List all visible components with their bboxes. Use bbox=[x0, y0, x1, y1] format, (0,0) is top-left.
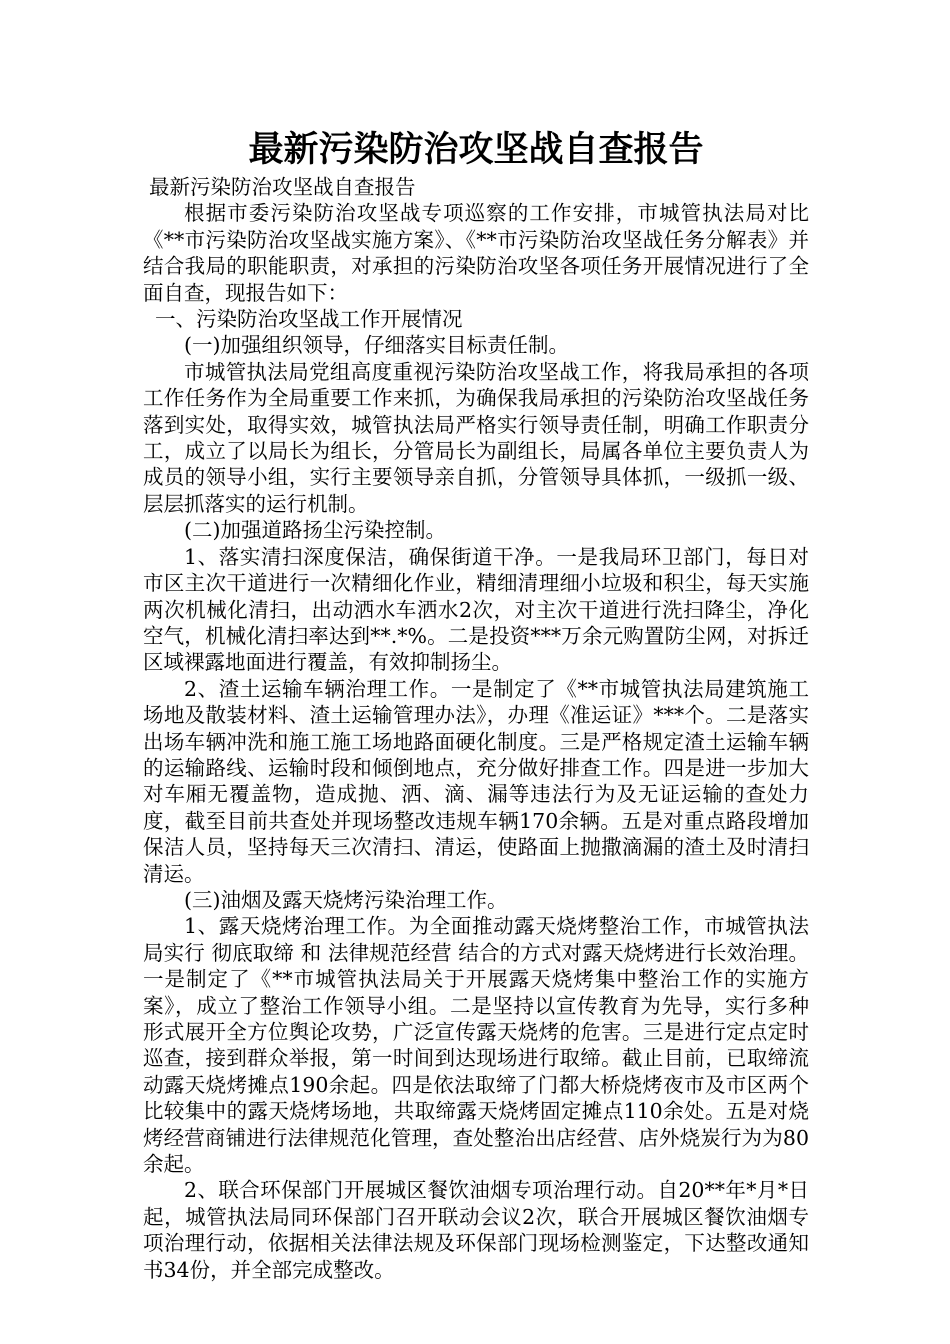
document-title: 最新污染防治攻坚战自查报告 bbox=[248, 130, 704, 170]
section-heading: 一、污染防治攻坚战工作开展情况 bbox=[155, 307, 463, 332]
body-paragraph: 1、露天烧烤治理工作。为全面推动露天烧烤整治工作，市城管执法局实行 彻底取缔 和 法律规范经营 结合的方式对露天烧烤进行长效治理。一是制定了《**市城管执法局关于开展露天烧烤集中整治工作的实施方案》，成立了整治工作领导小组。二是坚持以宣传教育为先导，实行多种形式展开全方位舆论攻势，广泛宣传露天烧烤的危害。三是进行定点定时巡查，接到群众举报，第一时间到达现场进行取缔。截止目前，已取缔流动露天烧烤摊点190余起。四是依法取缔了门都大桥烧烤夜市及市区两个比较集中的露天烧烤场地，共取缔露天烧烤固定摊点110余处。五是对烧烤经营商铺进行法律规范化管理，查处整治出店经营、店外烧炭行为为80余起。 bbox=[143, 914, 809, 1177]
body-paragraph: 1、落实清扫深度保洁，确保街道干净。一是我局环卫部门，每日对市区主次干道进行一次精细化作业，精细清理细小垃圾和积尘，每天实施两次机械化清扫，出动洒水车洒水2次，对主次干道进行洗扫降尘，净化空气，机械化清扫率达到**.*%。二是投资***万余元购置防尘网，对拆迁区域裸露地面进行覆盖，有效抑制扬尘。 bbox=[143, 544, 809, 675]
document-page bbox=[143, 128, 809, 1283]
body-paragraph: 2、渣土运输车辆治理工作。一是制定了《**市城管执法局建筑施工场地及散装材料、渣土运输管理办法》，办理《准运证》***个。二是落实出场车辆冲洗和施工施工场地路面硬化制度。三是严格规定渣土运输车辆的运输路线、运输时段和倾倒地点，充分做好排查工作。四是进一步加大对车厢无覆盖物，造成抛、洒、滴、漏等违法行为及无证运输的查处力度，截至目前共查处并现场整改违规车辆170余辆。五是对重点路段增加保洁人员，坚持每天三次清扫、清运，使路面上抛撒滴漏的渣土及时清扫清运。 bbox=[143, 676, 809, 886]
document-body bbox=[143, 174, 809, 1283]
subtitle-paragraph: 最新污染防治攻坚战自查报告 bbox=[149, 175, 416, 199]
body-paragraph: 市城管执法局党组高度重视污染防治攻坚战工作，将我局承担的各项工作任务作为全局重要工作来抓，为确保我局承担的污染防治攻坚战任务落到实处，取得实效，城管执法局严格实行领导责任制，明确工作职责分工，成立了以局长为组长，分管局长为副组长，局属各单位主要负责人为成员的领导小组，实行主要领导亲自抓，分管领导具体抓，一级抓一级、层层抓落实的运行机制。 bbox=[143, 359, 809, 516]
body-paragraph: 2、联合环保部门开展城区餐饮油烟专项治理行动。自20**年*月*日起，城管执法局同环保部门召开联动会议2次，联合开展城区餐饮油烟专项治理行动，依据相关法律法规及环保部门现场检测鉴定，下达整改通知书34份，并全部完成整改。 bbox=[143, 1178, 809, 1282]
subsection-heading: (一)加强组织领导，仔细落实目标责任制。 bbox=[184, 333, 569, 358]
subsection-heading: (三)油烟及露天烧烤污染治理工作。 bbox=[184, 887, 508, 912]
intro-paragraph: 根据市委污染防治攻坚战专项巡察的工作安排，市城管执法局对比《**市污染防治攻坚战实施方案》、《**市污染防治攻坚战任务分解表》并结合我局的职能职责，对承担的污染防治攻坚各项任务开展情况进行了全面自查，现报告如下： bbox=[143, 201, 809, 305]
subsection-heading: (二)加强道路扬尘污染控制。 bbox=[184, 518, 446, 543]
